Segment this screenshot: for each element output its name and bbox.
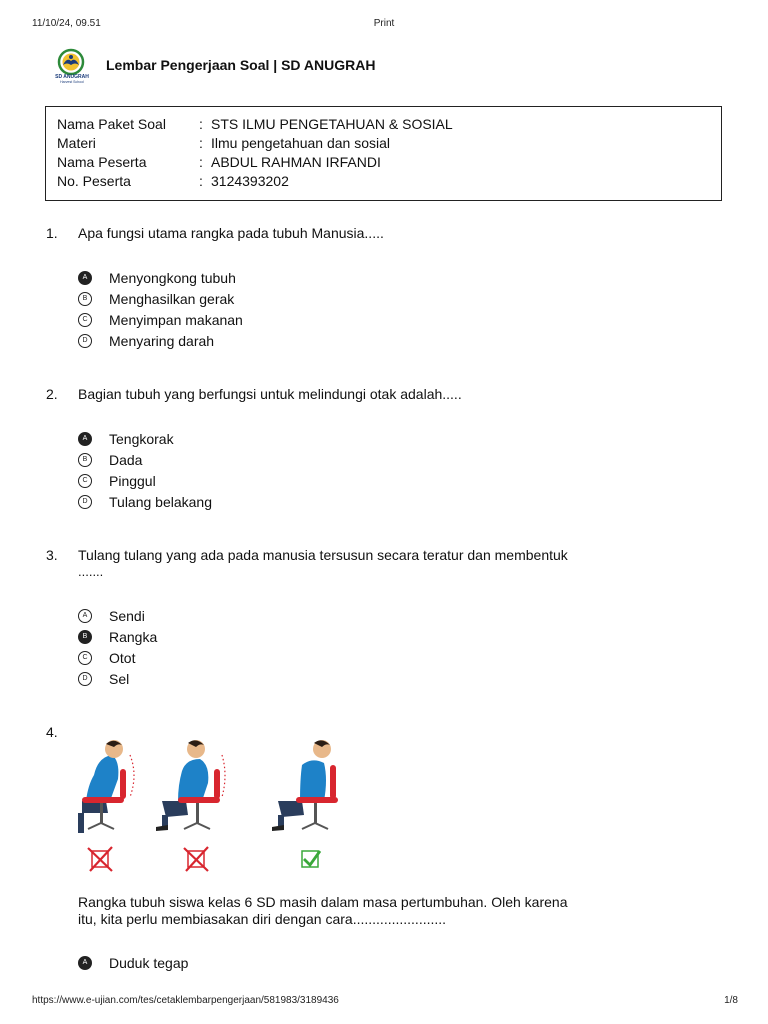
option-text: Tulang belakang <box>109 494 213 510</box>
option-bubble[interactable]: A <box>78 956 92 970</box>
posture-slouched-back <box>156 740 225 831</box>
option-bubble[interactable]: B <box>78 453 92 467</box>
posture-upright <box>272 740 338 831</box>
info-separator: : <box>199 135 203 151</box>
question-text: Rangka tubuh siswa kelas 6 SD masih dalam masa pertumbuhan. Oleh karena <box>78 894 568 910</box>
option-bubble[interactable]: A <box>78 609 92 623</box>
option-bubble[interactable]: C <box>78 474 92 488</box>
question-number: 3. <box>46 547 58 563</box>
info-separator: : <box>199 173 203 189</box>
question-number: 2. <box>46 386 58 402</box>
option-text: Menyimpan makanan <box>109 312 243 328</box>
option-bubble[interactable]: C <box>78 313 92 327</box>
info-value: ABDUL RAHMAN IRFANDI <box>211 154 381 170</box>
wrong-mark-1 <box>88 847 112 871</box>
option-bubble[interactable]: D <box>78 495 92 509</box>
question-text-continuation: itu, kita perlu membiasakan diri dengan cara........................ <box>78 911 447 927</box>
option-text: Pinggul <box>109 473 156 489</box>
print-page-number: 1/8 <box>724 995 738 1006</box>
option-bubble[interactable]: D <box>78 672 92 686</box>
info-value: Ilmu pengetahuan dan sosial <box>211 135 391 151</box>
option-bubble[interactable]: D <box>78 334 92 348</box>
info-separator: : <box>199 154 203 170</box>
check-mark <box>302 851 320 867</box>
print-url: https://www.e-ujian.com/tes/cetaklembarpengerjaan/581983/3189436 <box>32 995 339 1006</box>
option-bubble[interactable]: B <box>78 292 92 306</box>
logo-subtext: Harvest School <box>60 80 84 84</box>
posture-slouched-forward <box>78 740 134 833</box>
option-text: Menghasilkan gerak <box>109 291 235 307</box>
option-text: Sendi <box>109 608 145 624</box>
option-text: Sel <box>109 671 130 687</box>
logo-name: SD ANUGRAH <box>55 74 89 80</box>
print-title: Print <box>373 18 395 29</box>
option-text: Otot <box>109 650 136 666</box>
info-label: Materi <box>57 135 96 151</box>
info-label: No. Peserta <box>57 173 131 189</box>
option-bubble[interactable]: B <box>78 630 92 644</box>
info-label: Nama Paket Soal <box>57 116 166 132</box>
question-number: 1. <box>46 225 58 241</box>
info-separator: : <box>199 116 203 132</box>
option-text: Tengkorak <box>109 431 174 447</box>
option-bubble[interactable]: A <box>78 271 92 285</box>
option-text: Rangka <box>109 629 158 645</box>
participant-info-box <box>45 106 722 201</box>
option-text: Menyongkong tubuh <box>109 270 236 286</box>
info-label: Nama Peserta <box>57 154 147 170</box>
info-value: 3124393202 <box>211 173 289 189</box>
info-value: STS ILMU PENGETAHUAN & SOSIAL <box>211 116 453 132</box>
question-text: Apa fungsi utama rangka pada tubuh Manusia..... <box>78 225 384 241</box>
option-text: Dada <box>109 452 143 468</box>
print-datetime: 11/10/24, 09.51 <box>32 18 101 29</box>
wrong-mark-2 <box>184 847 208 871</box>
page-title: Lembar Pengerjaan Soal | SD ANUGRAH <box>106 57 376 73</box>
option-bubble[interactable]: C <box>78 651 92 665</box>
option-text: Menyaring darah <box>109 333 215 349</box>
option-text: Duduk tegap <box>109 955 189 971</box>
question-text-continuation: ....... <box>78 564 104 579</box>
question-number: 4. <box>46 724 58 740</box>
option-bubble[interactable]: A <box>78 432 92 446</box>
question-text: Tulang tulang yang ada pada manusia tersusun secara teratur dan membentuk <box>78 547 568 563</box>
question-text: Bagian tubuh yang berfungsi untuk melindungi otak adalah..... <box>78 386 462 402</box>
sitting-posture-figure <box>76 735 346 875</box>
